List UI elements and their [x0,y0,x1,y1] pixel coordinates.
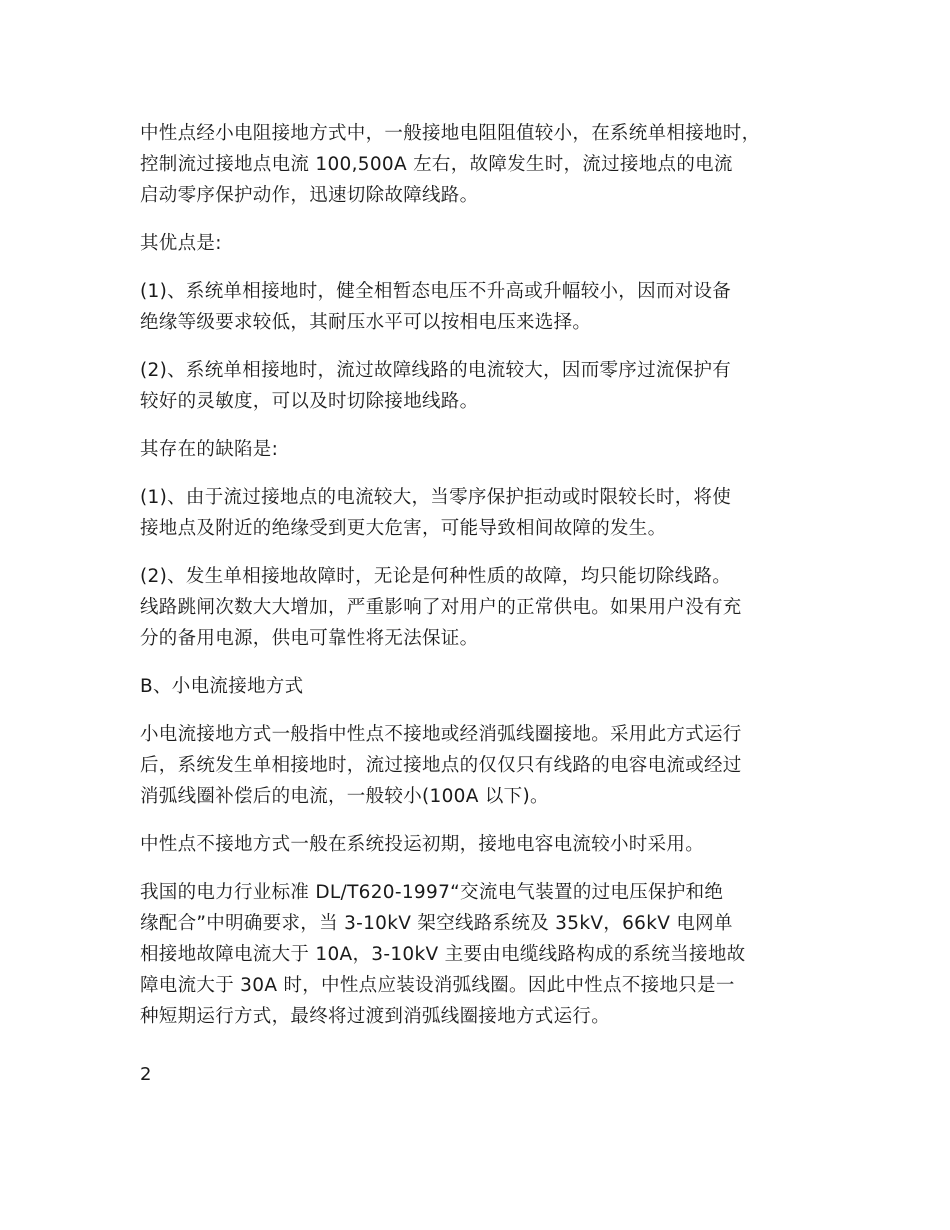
paragraph-standard [140,877,840,1032]
text-line: 接地点及附近的绝缘受到更大危害，可能导致相间故障的发生。 [140,518,667,539]
paragraph-defect-2 [140,561,840,654]
text-line: 缘配合”中明确要求，当 3-10kV 架空线路系统及 35kV，66kV 电网单 [140,913,733,934]
text-line: 分的备用电源，供电可靠性将无法保证。 [140,628,479,649]
text-line: 相接地故障电流大于 10A，3-10kV 主要由电缆线路构成的系统当接地故 [140,944,746,965]
text-line: (1)、由于流过接地点的电流较大，当零序保护拒动或时限较长时，将使 [140,487,732,508]
text-line: (1)、系统单相接地时，健全相暂态电压不升高或升幅较小，因而对设备 [140,281,732,302]
text-line: 障电流大于 30A 时，中性点应装设消弧线圈。因此中性点不接地只是一 [140,975,735,996]
text-line: 其优点是: [140,233,222,254]
text-line: (2)、系统单相接地时，流过故障线路的电流较大，因而零序过流保护有 [140,360,732,381]
paragraph-small-current-grounding [140,719,840,812]
section-heading-b [140,671,840,702]
text-line: 种短期运行方式，最终将过渡到消弧线圈接地方式运行。 [140,1006,611,1027]
paragraph-ungrounded-neutral [140,829,840,860]
text-line: 绝缘等级要求较低，其耐压水平可以按相电压来选择。 [140,312,592,333]
paragraph-defect-1 [140,482,840,544]
text-line: 启动零序保护动作，迅速切除故障线路。 [140,185,479,206]
text-line: B、小电流接地方式 [140,676,304,697]
text-line: 小电流接地方式一般指中性点不接地或经消弧线圈接地。采用此方式运行 [140,724,742,745]
page-number: 2 [140,1064,152,1085]
paragraph-advantage-1 [140,276,840,338]
text-line: 后，系统发生单相接地时，流过接地点的仅仅只有线路的电容电流或经过 [140,755,742,776]
text-line: 其存在的缺陷是: [140,439,279,460]
paragraph-defects-heading [140,434,840,465]
paragraph-intro [140,118,840,211]
text-line: 线路跳闸次数大大增加，严重影响了对用户的正常供电。如果用户没有充 [140,597,742,618]
text-line: 消弧线圈补偿后的电流，一般较小(100A 以下)。 [140,786,549,807]
paragraph-advantage-2 [140,355,840,417]
document-body [140,118,840,1049]
text-line: 较好的灵敏度，可以及时切除接地线路。 [140,391,479,412]
text-line: 中性点不接地方式一般在系统投运初期，接地电容电流较小时采用。 [140,834,705,855]
paragraph-advantages-heading [140,228,840,259]
text-line: (2)、发生单相接地故障时，无论是何种性质的故障，均只能切除线路。 [140,566,732,587]
text-line: 我国的电力行业标准 DL/T620-1997“交流电气装置的过电压保护和绝 [140,882,724,903]
text-line: 中性点经小电阻接地方式中，一般接地电阻阻值较小，在系统单相接地时， [140,123,761,144]
text-line: 控制流过接地点电流 100,500A 左右，故障发生时，流过接地点的电流 [140,154,733,175]
